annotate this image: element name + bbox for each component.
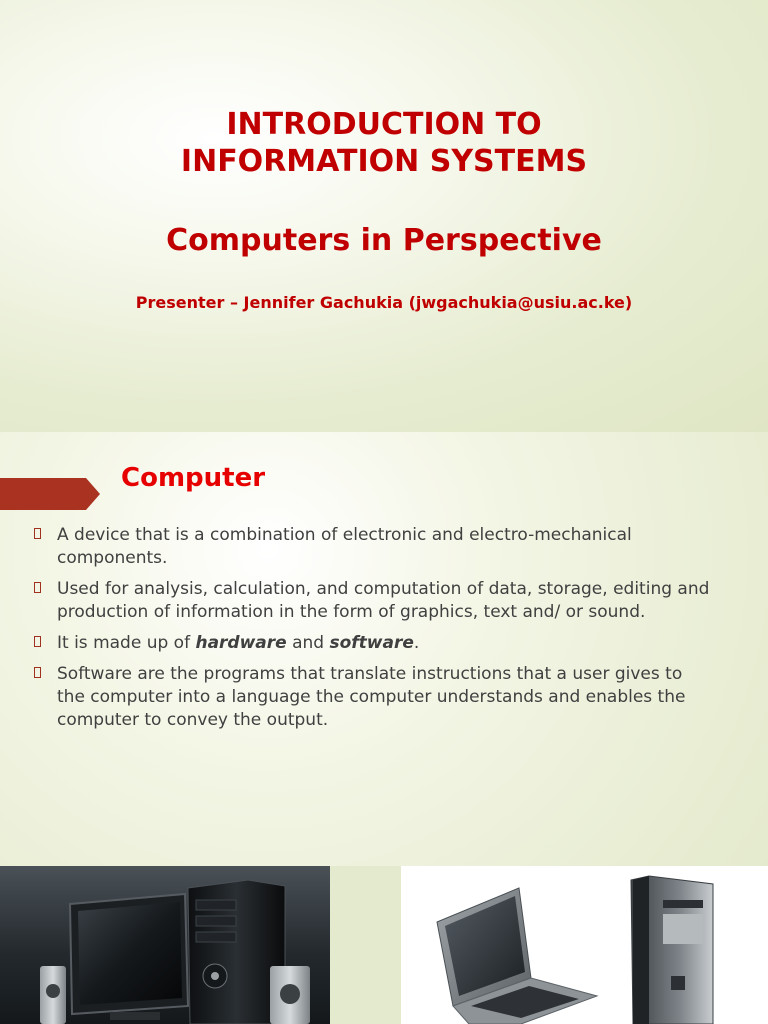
title-slide	[0, 0, 768, 432]
list-item	[34, 632, 714, 655]
bullet-text: Software are the programs that translate instructions that a user gives to the computer into a language the computer understands and enables the computer to convey the output.	[57, 664, 686, 730]
list-item	[34, 524, 714, 570]
bullet-text: Used for analysis, calculation, and computation of data, storage, editing and production of information in the form of graphics, text and/ or sound.	[57, 579, 710, 622]
hardware-term: hardware	[195, 633, 287, 653]
bullet-text-prefix: It is made up of	[57, 633, 196, 653]
presenter-line: Presenter – Jennifer Gachukia (jwgachukia@usiu.ac.ke)	[135, 293, 633, 312]
laptop-and-tower-photo	[401, 866, 768, 1024]
image-gap	[330, 866, 401, 1024]
bullet-icon	[34, 528, 41, 539]
bullet-text-suffix: .	[413, 633, 420, 653]
slide-heading: Computer	[121, 463, 266, 493]
list-item	[34, 663, 714, 732]
desktop-computer-photo	[0, 866, 330, 1024]
slide-subtitle: Computers in Perspective	[166, 223, 602, 258]
arrow-bar-shape	[0, 478, 100, 510]
list-item	[34, 578, 714, 624]
bullet-icon	[34, 636, 41, 647]
bullet-text-middle: and	[286, 633, 330, 653]
bullet-icon	[34, 582, 41, 593]
bullet-icon	[34, 667, 41, 678]
bullet-list	[34, 524, 714, 740]
software-term: software	[329, 633, 414, 653]
bullet-text: A device that is a combination of electronic and electro-mechanical components.	[57, 525, 632, 568]
slide-title: INTRODUCTION TO INFORMATION SYSTEMS	[180, 107, 588, 179]
